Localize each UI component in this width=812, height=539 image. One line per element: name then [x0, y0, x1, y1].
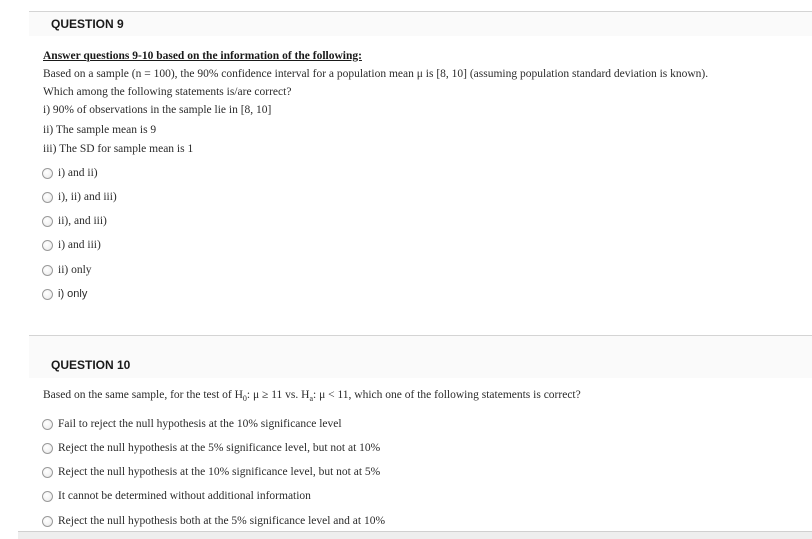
- q10-option-5[interactable]: [42, 514, 385, 528]
- question-10-stem: [43, 388, 581, 406]
- radio-button[interactable]: [42, 168, 53, 179]
- q9-option-1[interactable]: [42, 166, 98, 180]
- q10-option-3-label: Reject the null hypothesis at the 10% significance level, but not at 5%: [58, 466, 381, 478]
- subscript-0: 0: [242, 394, 247, 403]
- q9-option-5[interactable]: [42, 263, 92, 277]
- q9-option-3-label: ii), and iii): [58, 215, 107, 227]
- statement-i: i) 90% of observations in the sample lie in [8, 10]: [43, 104, 272, 116]
- question-9-stem-line-1: Based on a sample (n = 100), the 90% confidence interval for a population mean μ is [8, 10] (assuming population standard deviation is known).: [43, 68, 709, 80]
- subscript-a: a: [309, 394, 314, 403]
- q9-option-2-label: i), ii) and iii): [58, 191, 117, 203]
- q10-option-5-label: Reject the null hypothesis both at the 5% significance level and at 10%: [58, 515, 386, 527]
- q10-option-3[interactable]: [42, 465, 380, 479]
- question-heading: Answer questions 9-10 based on the information of the following:: [43, 50, 362, 62]
- radio-button[interactable]: [42, 192, 53, 203]
- radio-button[interactable]: [42, 240, 53, 251]
- radio-button[interactable]: [42, 265, 53, 276]
- q10-option-2-label: Reject the null hypothesis at the 5% significance level, but not at 10%: [58, 442, 381, 454]
- question-10-title: QUESTION 10: [51, 358, 131, 372]
- radio-button[interactable]: [42, 289, 53, 300]
- q9-option-4-label: i) and iii): [58, 239, 101, 251]
- question-9-stem-line-2: Which among the following statements is/are correct?: [43, 86, 292, 98]
- q9-option-6[interactable]: [42, 287, 87, 301]
- stem-part: Based on the same sample, for the test of H: [43, 389, 243, 401]
- radio-button[interactable]: [42, 443, 53, 454]
- q10-option-4-label: It cannot be determined without additional information: [58, 490, 311, 502]
- q9-option-2[interactable]: [42, 190, 117, 204]
- radio-button[interactable]: [42, 216, 53, 227]
- question-9-title: QUESTION 9: [51, 17, 124, 31]
- statement-ii: ii) The sample mean is 9: [43, 124, 157, 136]
- stem-part: : μ ≥ 11 vs. H: [246, 389, 310, 401]
- q10-option-4[interactable]: [42, 489, 311, 503]
- statement-iii: iii) The SD for sample mean is 1: [43, 143, 194, 155]
- q10-option-2[interactable]: [42, 441, 380, 455]
- q9-option-3[interactable]: [42, 214, 107, 228]
- question-10-header: [29, 335, 812, 378]
- q9-option-5-label: ii) only: [58, 264, 92, 276]
- q10-option-1[interactable]: [42, 417, 342, 431]
- radio-button[interactable]: [42, 516, 53, 527]
- q9-option-6-label: i) only: [58, 288, 88, 300]
- radio-button[interactable]: [42, 467, 53, 478]
- q10-option-1-label: Fail to reject the null hypothesis at the 10% significance level: [58, 418, 342, 430]
- radio-button[interactable]: [42, 419, 53, 430]
- q9-option-1-label: i) and ii): [58, 167, 98, 179]
- q9-option-4[interactable]: [42, 238, 101, 252]
- radio-button[interactable]: [42, 491, 53, 502]
- question-9-header: [29, 11, 812, 36]
- stem-part: : μ < 11, which one of the following statements is correct?: [313, 389, 581, 401]
